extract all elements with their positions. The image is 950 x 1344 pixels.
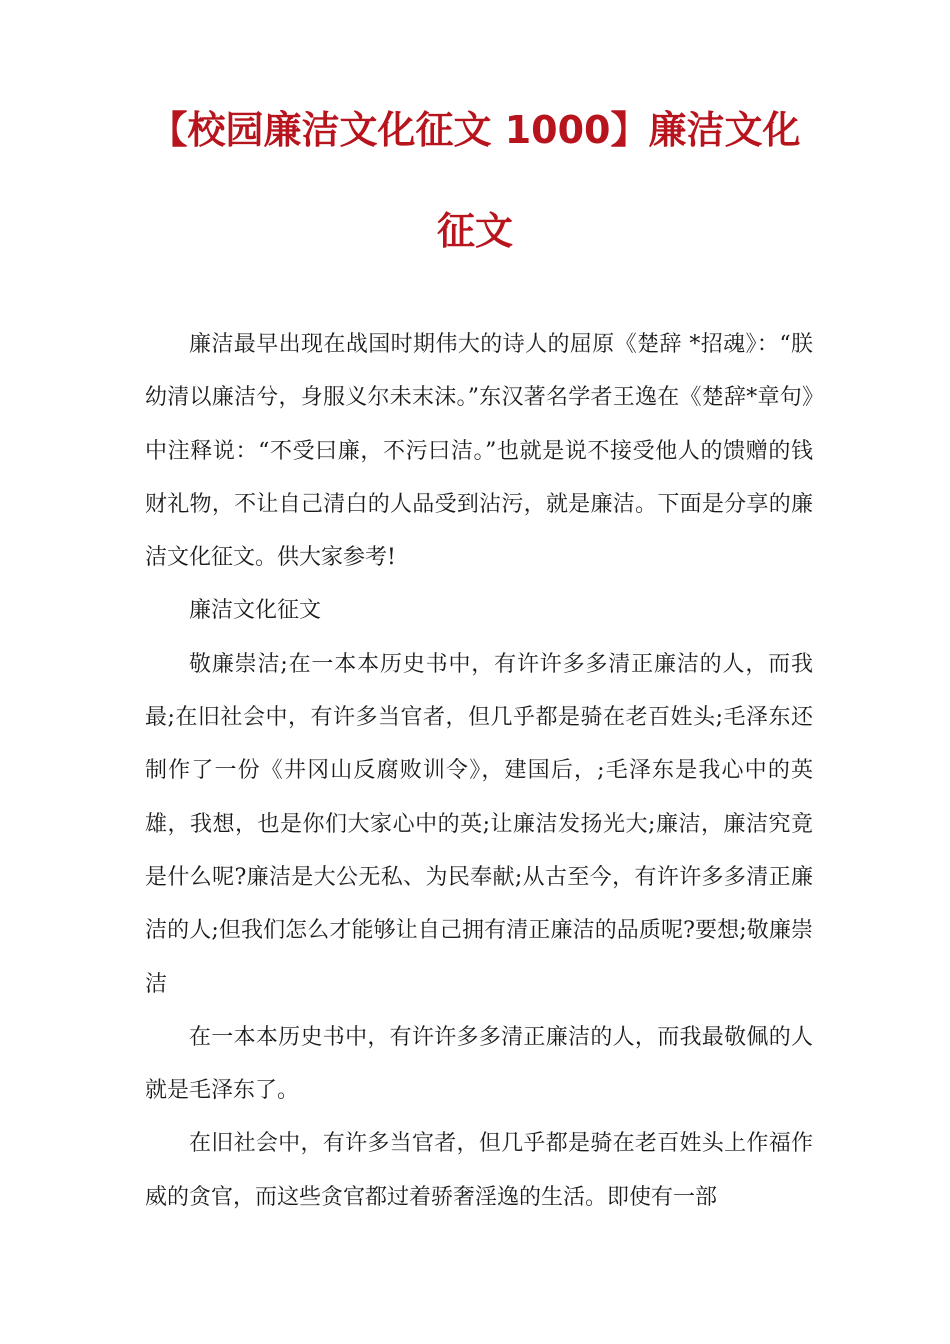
paragraph-summary: 敬廉崇洁;在一本本历史书中，有许许多多清正廉洁的人，而我最;在旧社会中，有许多当官者，但几乎都是骑在老百姓头;毛泽东还制作了一份《井冈山反腐败训令》，建国后，;毛泽东是我心中的英雄，我想，也是你们大家心中的英;让廉洁发扬光大;廉洁，廉洁究竟是什么呢?廉洁是大公无私、为民奉献;从古至今，有许许多多清正廉洁的人;但我们怎么才能够让自己拥有清正廉洁的品质呢?要想;敬廉崇洁 xyxy=(145,651,813,997)
paragraph-body-2: 在旧社会中，有许多当官者，但几乎都是骑在老百姓头上作福作威的贪官，而这些贪官都过着骄奢淫逸的生活。即使有一部 xyxy=(145,1131,813,1210)
document-title: 【校园廉洁文化征文 1000】廉洁文化 xyxy=(149,108,801,152)
paragraph-heading: 廉洁文化征文 xyxy=(189,598,322,624)
paragraph-intro: 廉洁最早出现在战国时期伟大的诗人的屈原《楚辞 *招魂》：“朕幼清以廉洁兮，身服义尔未末沫。”东汉著名学者王逸在《楚辞*章句》中注释说：“不受曰廉，不污曰洁。”也就是说不接受他人的馈赠的钱财礼物，不让自己清白的人品受到沾污，就是廉洁。下面是分享的廉洁文化征文。供大家参考! xyxy=(145,332,813,571)
document-body xyxy=(145,318,813,1224)
document-title-continued: 征文 xyxy=(436,209,513,253)
paragraph-body-1: 在一本本历史书中，有许许多多清正廉洁的人，而我最敬佩的人就是毛泽东了。 xyxy=(145,1024,813,1104)
